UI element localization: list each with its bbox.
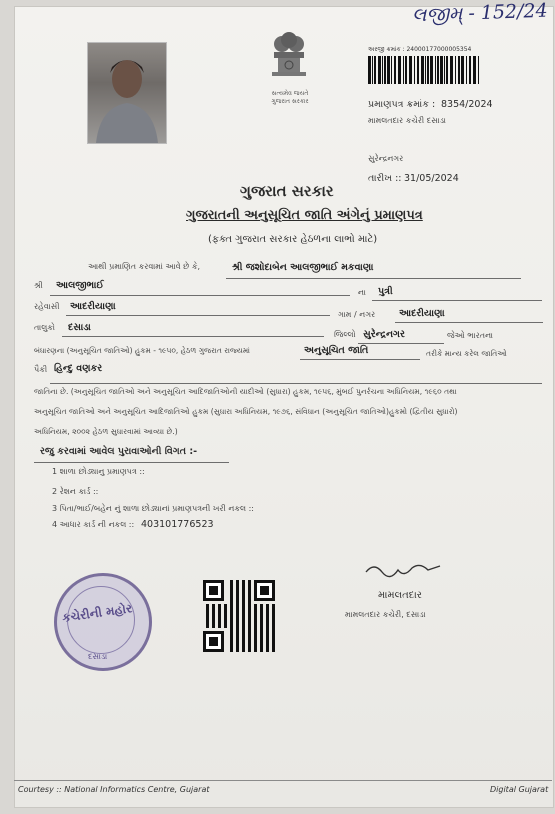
parent-name: આલજીભાઈ <box>56 280 104 291</box>
office-seal-label: કચેરીની મહોર <box>61 601 134 625</box>
certificate-date: 31/05/2024 <box>404 173 459 184</box>
village-label: ગામ / નગર <box>338 310 376 319</box>
resident-label: રહેવાસી <box>34 302 60 311</box>
constitution-text: બંધારણના (અનુસૂચિત જાતિઓ) હુકમ - ૧૯૫૦, હેઠળ ગુજરાત રાજ્યમાં <box>34 346 250 355</box>
legal-paragraph-1: જાતિના છે. (અનુસૂચિત જાતિઓ અને અનુસૂચિત આદિજાતિઓની યાદીઓ (સુધારા) હુકમ, ૧૯૫૬, મુંબઈ પુનર્રચના અધિનિયમ, ૧૯૬૦ તથા <box>34 387 457 396</box>
handwritten-note: લજીમ્ - 152/24 <box>411 0 548 27</box>
ashoka-emblem-icon <box>262 28 316 90</box>
caste-value: હિન્દુ વણકર <box>54 363 103 374</box>
taluka-value: દસાડા <box>68 322 91 333</box>
signatory-office: મામલતદાર કચેરી, દસાડા <box>345 610 426 619</box>
barcode <box>366 56 484 84</box>
document-item: 1 શાળા છોડ્યાનુ પ્રમાણપત્ર :: <box>52 467 145 476</box>
barcode-label: અરજી ક્રમાંક : 24000177000005354 <box>368 46 472 53</box>
aadhaar-number: 403101776523 <box>141 519 214 530</box>
resident-value: આદરીયાણા <box>70 301 116 312</box>
issuing-district: સુરેન્દ્રનગર <box>368 154 404 163</box>
taluka-label: તાલુકો <box>34 323 55 332</box>
district-value: સુરેન્દ્રનગર <box>363 329 405 340</box>
legal-paragraph-2: અનુસૂચિત જાતિઓ અને અનુસૂચિત આદિજાતિઓ હુકમ (સુધારા અધિનિયમ, ૧૯૭૬, સંવિધાન (અનુસૂચિત જાતિઓ)હુકમો (દ્વિતીય સુધારો) <box>34 407 458 416</box>
relation-label: ના <box>358 288 366 297</box>
document-item: 3 પિતા/ભાઈ/બહેન નું શાળા છોડ્યાનાં પ્રમાણપત્રની ખરી નકલ :: <box>52 504 254 513</box>
issuing-office: મામલતદાર કચેરી દસાડા <box>368 116 446 125</box>
documents-heading: રજુ કરવામાં આવેલ પુરાવાઓની વિગત :- <box>40 446 198 457</box>
document-item: 4 આધાર કાર્ડ ની નકલ :: <box>52 520 135 529</box>
applicant-name: શ્રી જશોદાબેન આલજીભાઈ મકવાણા <box>232 262 374 273</box>
qr-code <box>203 580 275 652</box>
parent-prefix: શ્રી <box>34 281 43 290</box>
certificate-title: ગુજરાતની અનુસૂચિત જાતિ અંગેનું પ્રમાણપત્ર <box>186 208 423 223</box>
relation-value: પુત્રી <box>378 286 393 297</box>
document-item: 2 રેશન કાર્ડ :: <box>52 487 99 496</box>
intro-text: આથી પ્રમાણિત કરવામાં આવે છે કે, <box>88 262 201 271</box>
certificate-number-label: પ્રમાણપત્ર ક્રમાંક : <box>368 99 436 110</box>
applicant-photo <box>87 42 167 144</box>
footer-courtesy: Courtesy :: National Informatics Centre, Gujarat <box>18 785 210 794</box>
certificate-subtitle: (ફક્ત ગુજરાત સરકાર હેઠળના લાભો માટે) <box>208 234 378 245</box>
footer-brand: Digital Gujarat <box>490 785 549 794</box>
government-heading: ગુજરાત સરકાર <box>240 182 334 200</box>
legal-paragraph-3: અધિનિયમ, ૨૦૦૨ હેઠળ સુધારવામાં આવ્યા છે.) <box>34 427 178 436</box>
caste-category: અનુસૂચિત જાતિ <box>304 345 369 356</box>
district-label: જિલ્લો <box>334 330 356 339</box>
signature-icon <box>364 558 444 590</box>
signatory-title: મામલતદાર <box>378 590 422 601</box>
village-value: આદરીયાણા <box>399 308 445 319</box>
caste-prefix: પૈકી <box>34 365 48 374</box>
date-label: તારીખ :: <box>368 173 402 184</box>
certificate-number: 8354/2024 <box>441 99 493 110</box>
office-seal-caption: દસાડા <box>88 652 108 661</box>
recognized-text: તરીકે માન્ય કરેલ જાતિઓ <box>426 349 507 358</box>
state-label: જેઓ ભારતના <box>447 331 494 340</box>
emblem-caption: સત્યમેવ જયતે ગુજરાત સરકાર <box>271 90 309 105</box>
